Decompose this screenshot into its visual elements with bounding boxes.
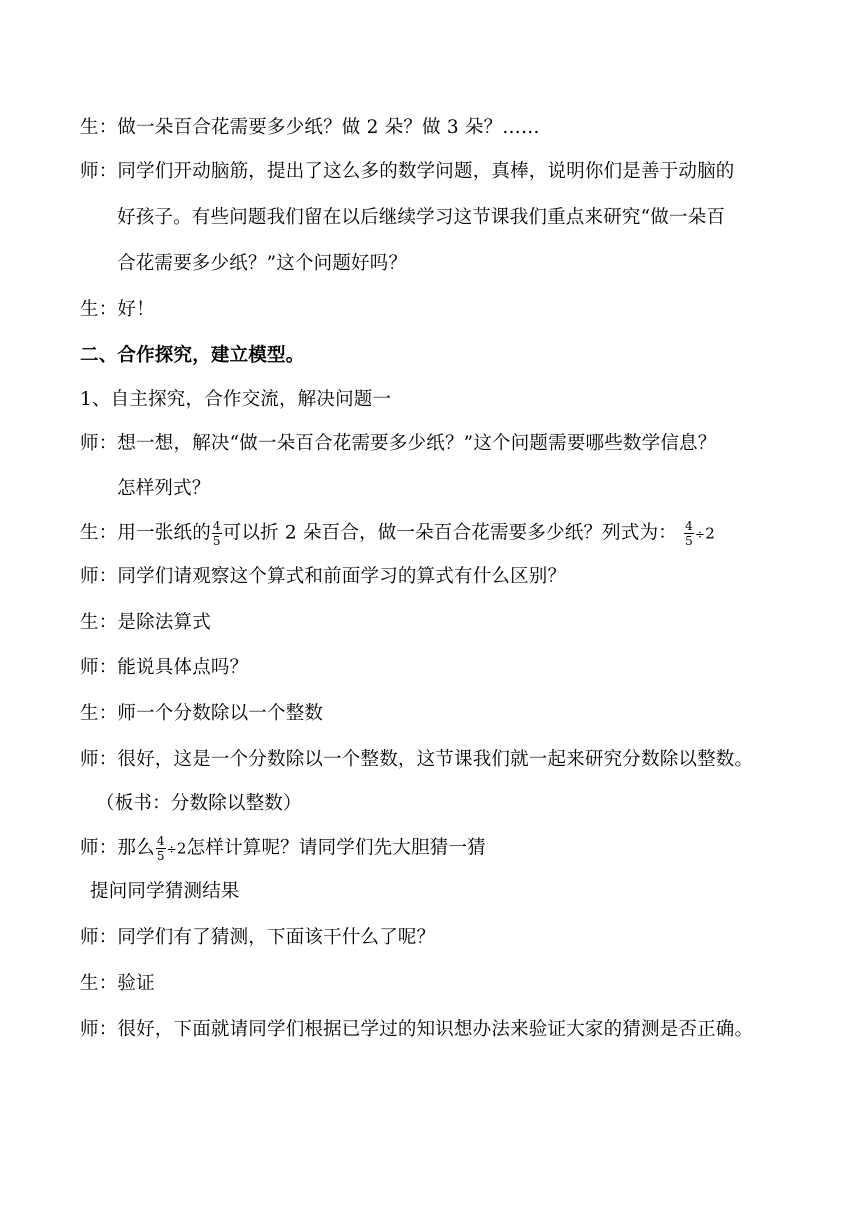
paragraph-line: 生：做一朵百合花需要多少纸？做 2 朵？做 3 朵？……: [80, 117, 540, 138]
formula-suffix: 怎样计算呢？请同学们先大胆猜一猜: [186, 837, 486, 859]
fraction-numerator: 4: [156, 834, 165, 848]
formula-line: [80, 834, 486, 863]
paragraph-line: 师：很好，这是一个分数除以一个整数，这节课我们就一起来研究分数除以整数。: [80, 749, 754, 770]
paragraph-line: 师：同学们开动脑筋，提出了这么多的数学问题，真棒，说明你们是善于动脑的: [80, 161, 735, 182]
divisor: 2: [176, 839, 187, 858]
paragraph-line: 师：同学们有了猜测，下面该干什么了呢？: [80, 927, 436, 948]
division-sign: ÷: [694, 527, 706, 542]
expression-fraction: [684, 519, 694, 548]
paragraph-line: 合花需要多少纸？”这个问题好吗？: [117, 253, 408, 274]
paragraph-line: 师：很好，下面就请同学们根据已学过的知识想办法来验证大家的猜测是否正确。: [80, 1019, 754, 1040]
paragraph-line: 生：是除法算式: [80, 612, 211, 633]
division-sign: ÷: [166, 842, 177, 857]
formula-middle: 可以折 2 朵百合，做一朵百合花需要多少纸？列式为：: [222, 522, 677, 544]
formula-prefix: 师：那么: [80, 837, 155, 859]
paragraph-line: 师：能说具体点吗？: [80, 657, 249, 678]
fraction: [212, 519, 222, 548]
paragraph-line: 生：验证: [80, 973, 155, 994]
paragraph-line: 师：想一想，解决“做一朵百合花需要多少纸？”这个问题需要哪些数学信息？: [80, 433, 717, 454]
fraction-numerator: 4: [212, 519, 221, 533]
fraction-numerator: 4: [685, 519, 693, 533]
paragraph-line: 怎样列式？: [117, 478, 211, 499]
fraction-denominator: 5: [685, 534, 693, 548]
fraction-denominator: 5: [156, 849, 165, 863]
fraction-denominator: 5: [212, 534, 221, 548]
board-note: （板书：分数除以整数）: [96, 793, 302, 814]
paragraph-line: 生：好！: [80, 299, 155, 320]
divisor: 2: [705, 524, 715, 543]
subsection-heading: 1、自主探究，合作交流，解决问题一: [80, 389, 392, 410]
fraction: [156, 834, 166, 863]
paragraph-line: 好孩子。有些问题我们留在以后继续学习这节课我们重点来研究“做一朵百: [117, 207, 726, 228]
formula-line: [80, 519, 715, 548]
paragraph-line: 提问同学猜测结果: [90, 881, 240, 902]
section-heading: 二、合作探究，建立模型。: [80, 345, 305, 366]
formula-prefix: 生：用一张纸的: [80, 522, 211, 544]
paragraph-line: 生：师一个分数除以一个整数: [80, 703, 324, 724]
paragraph-line: 师：同学们请观察这个算式和前面学习的算式有什么区别？: [80, 566, 567, 587]
